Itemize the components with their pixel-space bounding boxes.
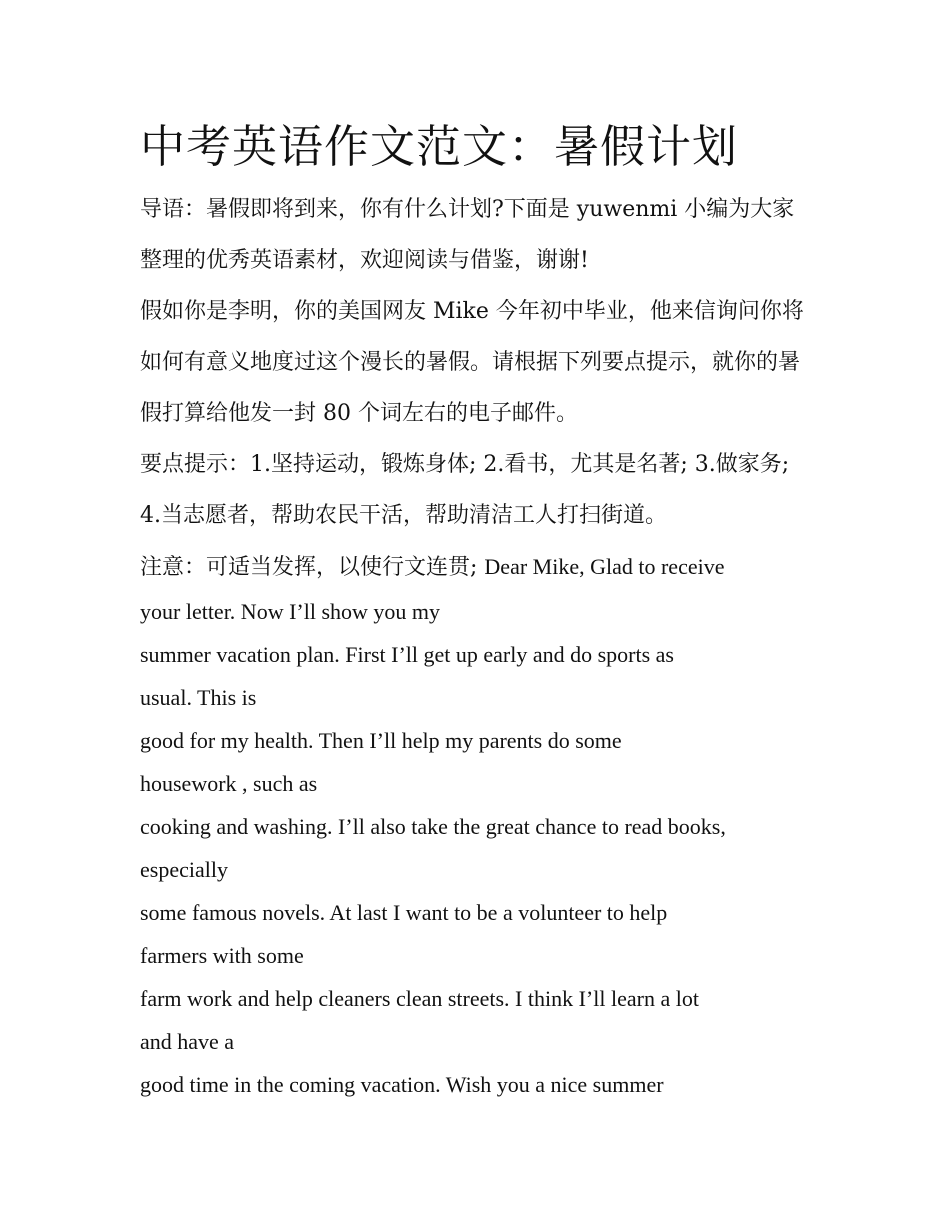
letter-line: some famous novels. At last I want to be a volunteer to help <box>140 900 668 925</box>
letter-line: housework , such as <box>140 771 318 796</box>
intro-paragraph: 导语：暑假即将到来，你有什么计划?下面是 yuwenmi 小编为大家整理的优秀英语素材，欢迎阅读与借鉴，谢谢! <box>140 197 795 273</box>
letter-line: farm work and help cleaners clean streets. I think I’ll learn a lot <box>140 986 699 1011</box>
note-prefix: 注意：可适当发挥，以使行文连贯; <box>140 555 485 580</box>
letter-line: and have a <box>140 1029 235 1054</box>
letter-line: usual. This is <box>140 685 257 710</box>
letter-line: good for my health. Then I’ll help my parents do some <box>140 728 622 753</box>
letter-line: summer vacation plan. First I’ll get up early and do sports as <box>140 642 674 667</box>
document-title: 中考英语作文范文：暑假计划 <box>140 120 739 173</box>
task-paragraph: 假如你是李明，你的美国网友 Mike 今年初中毕业，他来信询问你将如何有意义地度过这个漫长的暑假。请根据下列要点提示，就你的暑假打算给他发一封 80 个词左右的电子邮件。 <box>140 299 804 426</box>
letter-line: cooking and washing. I’ll also take the great chance to read books, <box>140 814 726 839</box>
letter-line: farmers with some <box>140 943 304 968</box>
document-page <box>140 112 815 1106</box>
key-points-paragraph: 要点提示：1.坚持运动，锻炼身体; 2.看书，尤其是名著; 3.做家务; 4.当志愿者，帮助农民干活，帮助清洁工人打扫街道。 <box>140 452 790 528</box>
letter-line: your letter. Now I’ll show you my <box>140 599 441 624</box>
letter-line: good time in the coming vacation. Wish you a nice summer <box>140 1072 664 1097</box>
note-paragraph <box>140 545 815 590</box>
letter-line: especially <box>140 857 228 882</box>
letter-line: Dear Mike, Glad to receive <box>484 554 725 579</box>
